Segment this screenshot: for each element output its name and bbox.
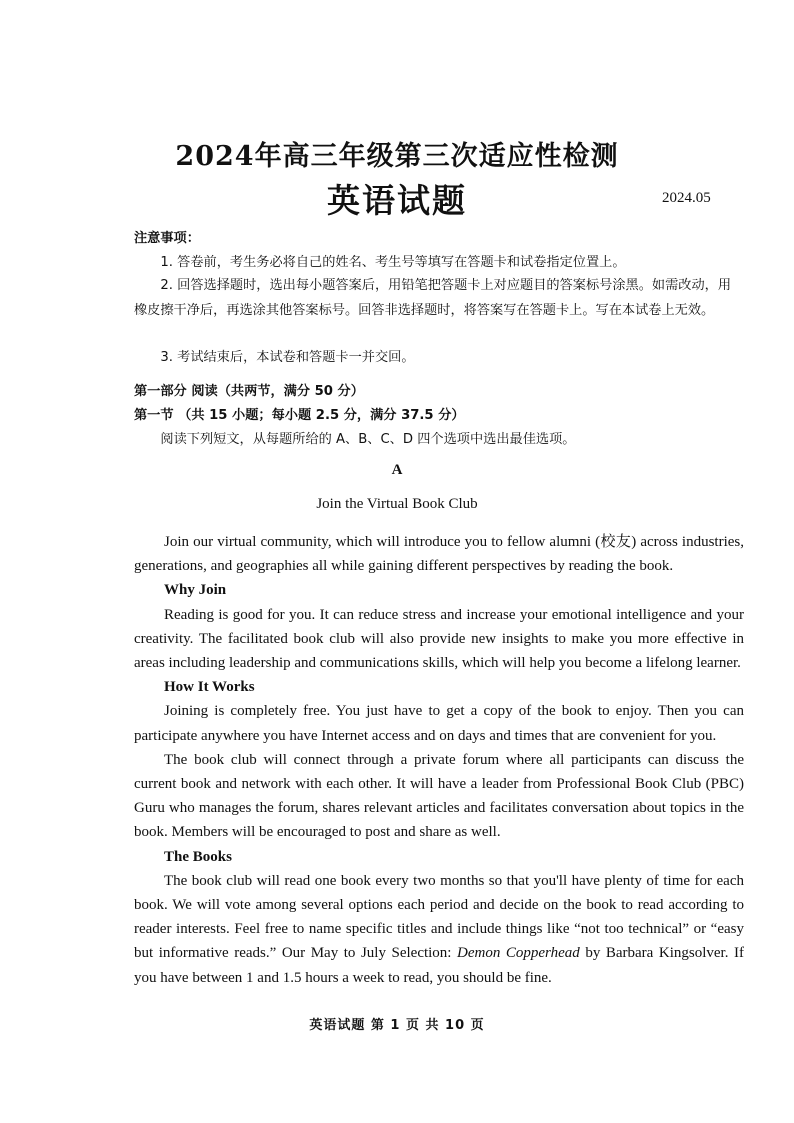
exam-title: 2024年高三年级第三次适应性检测 [175, 141, 619, 172]
notice-item-3: 3. 考试结束后，本试卷和答题卡一并交回。 [160, 350, 415, 365]
books-text-b: by Barbara Kingsolver. If you have between 1 and 1.5 hours a week to read, you should be fine. [134, 945, 744, 986]
the-books-heading: The Books [164, 848, 232, 865]
subject-title: 英语试题 [327, 181, 467, 220]
how-it-works-text-1: Joining is completely free. You just have to get a copy of the book to enjoy. Then you can participate anywhere you have Internet access and on days and times that are convenient for you. [134, 703, 744, 744]
exam-date: 2024.05 [662, 190, 711, 206]
why-join-text: Reading is good for you. It can reduce stress and increase your emotional intelligence and your creativity. The facilitated book club will also provide new insights to make you more effective in areas including leadership and communications skills, which will help you become a lifelong learner. [134, 606, 744, 672]
why-join-heading: Why Join [164, 582, 227, 599]
passage-title: Join the Virtual Book Club [316, 496, 478, 512]
how-it-works-heading: How It Works [164, 679, 255, 696]
the-books-text [134, 869, 744, 990]
part-heading: 第一部分 阅读（共两节，满分 50 分） [134, 384, 364, 399]
how-it-works-text-2: The book club will connect through a private forum where all participants can discuss the current book and network with each other. It will have a leader from Professional Book Club (PBC) Guru who manages the forum, shares relevant articles and facilitates conversation about topics in the book. Members will be encouraged to post and share as well. [134, 751, 744, 841]
passage-letter: A [391, 462, 403, 478]
passage-intro: Join our virtual community, which will introduce you to fellow alumni (校友) across industries, generations, and geographies all while gaining different perspectives by reading the book. [134, 534, 744, 575]
page-footer: 英语试题 第 1 页 共 10 页 [309, 1018, 485, 1033]
passage-body [134, 530, 744, 990]
notice-heading: 注意事项： [134, 231, 200, 246]
section-instruction: 阅读下列短文，从每题所给的 A、B、C、D 四个选项中选出最佳选项。 [160, 432, 576, 447]
books-text-a: The book club will read one book every two months so that you'll have plenty of time for each book. We will vote among several options each period and decide on the book to read according to reader interests. Feel free to name specific titles and include things like “not too technical” or “easy but informative reads.” Our May to July Selection: [134, 872, 744, 962]
section-heading: 第一节 （共 15 小题；每小题 2.5 分，满分 37.5 分） [134, 408, 465, 423]
book-title: Demon Copperhead [457, 945, 580, 962]
notice-item-2: 2. 回答选择题时，选出每小题答案后，用铅笔把答题卡上对应题目的答案标号涂黑。如需改动，用橡皮擦干净后，再选涂其他答案标号。回答非选择题时，将答案写在答题卡上。写在本试卷上无效。 [134, 278, 732, 318]
notice-item-1: 1. 答卷前，考生务必将自己的姓名、考生号等填写在答题卡和试卷指定位置上。 [160, 255, 626, 270]
